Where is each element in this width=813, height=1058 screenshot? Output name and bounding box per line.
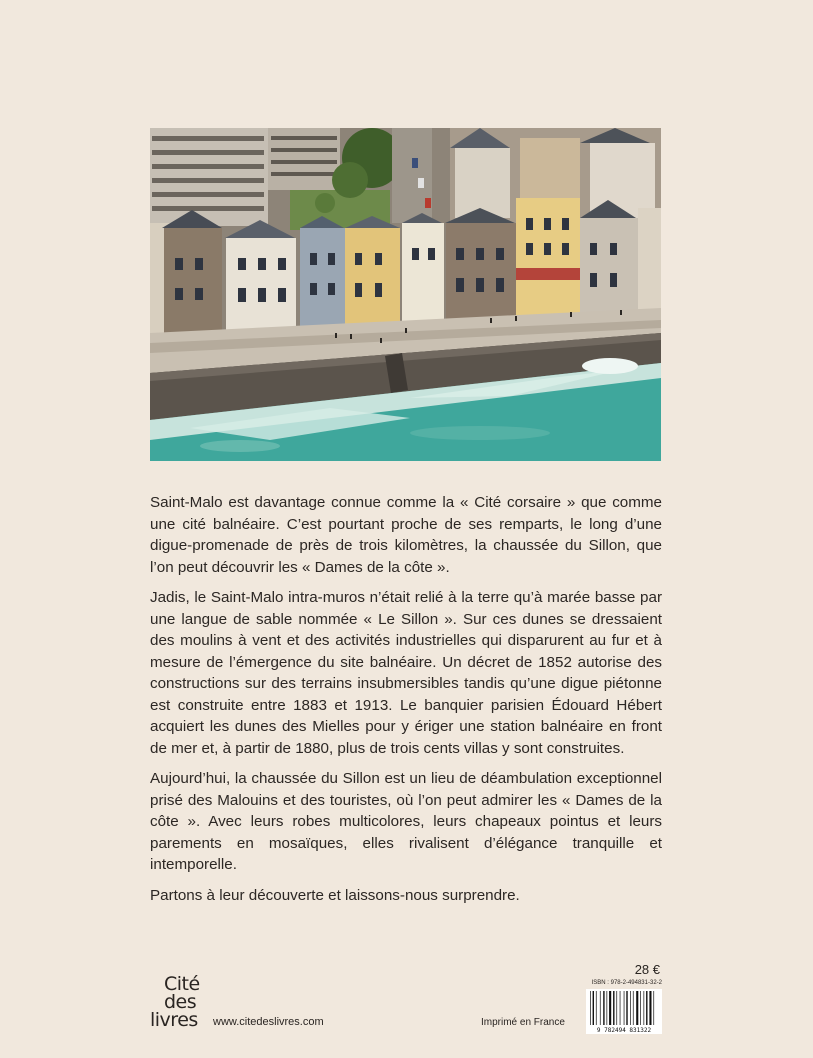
publisher-logo: [150, 975, 204, 1029]
logo-line-cite: Cité: [164, 973, 200, 995]
price-label: 28 €: [634, 962, 660, 977]
publisher-website-link[interactable]: www.citedeslivres.com: [213, 1016, 324, 1028]
paragraph-intro: Saint-Malo est davantage connue comme la « Cité corsaire » que comme une cité balnéaire. C’est pourtant proche de ses remparts, le long d’une digue-promenade de près de trois kilomètres, la chaussée du Sillon, que l’on peut découvrir les « Dames de la côte ».: [150, 494, 662, 576]
back-cover-text: [150, 492, 662, 915]
cover-photo: [150, 128, 661, 461]
logo-line-des: des: [164, 991, 197, 1013]
barcode-digits: 9 782494 831322: [596, 1027, 652, 1034]
barcode: [586, 989, 662, 1034]
printed-in-label: Imprimé en France: [481, 1017, 565, 1028]
paragraph-today: Aujourd’hui, la chaussée du Sillon est un lieu de déambulation exceptionnel prisé des Malouins et des touristes, où l’on peut admirer les « Dames de la côte ». Avec leurs robes multicolores, leurs chapeaux pointus et leurs parements en mosaïques, elles rivalisent d’élégance tranquille et intemporelle.: [150, 770, 662, 873]
paragraph-history: Jadis, le Saint-Malo intra-muros n’était relié à la terre qu’à marée basse par une langue de sable nommée « Le Sillon ». Sur ces dunes se dressaient des moulins à vent et des activités industrielles qui disparurent au fur et à mesure de l’émergence du site balnéaire. Un décret de 1852 autorise des constructions sur des terrains insubmersibles tandis qu’une digue piétonne est construite entre 1883 et 1913. Le banquier parisien Édouard Hébert acquiert les dunes des Mielles pour y ériger une station balnéaire en front de mer et, à partir de 1880, plus de trois cents villas y sont construites.: [150, 589, 662, 757]
isbn-label: ISBN : 978-2-494831-32-2: [591, 980, 662, 986]
logo-line-livres: livres: [150, 1009, 198, 1031]
paragraph-closing: Partons à leur découverte et laissons-nous surprendre.: [150, 886, 520, 904]
